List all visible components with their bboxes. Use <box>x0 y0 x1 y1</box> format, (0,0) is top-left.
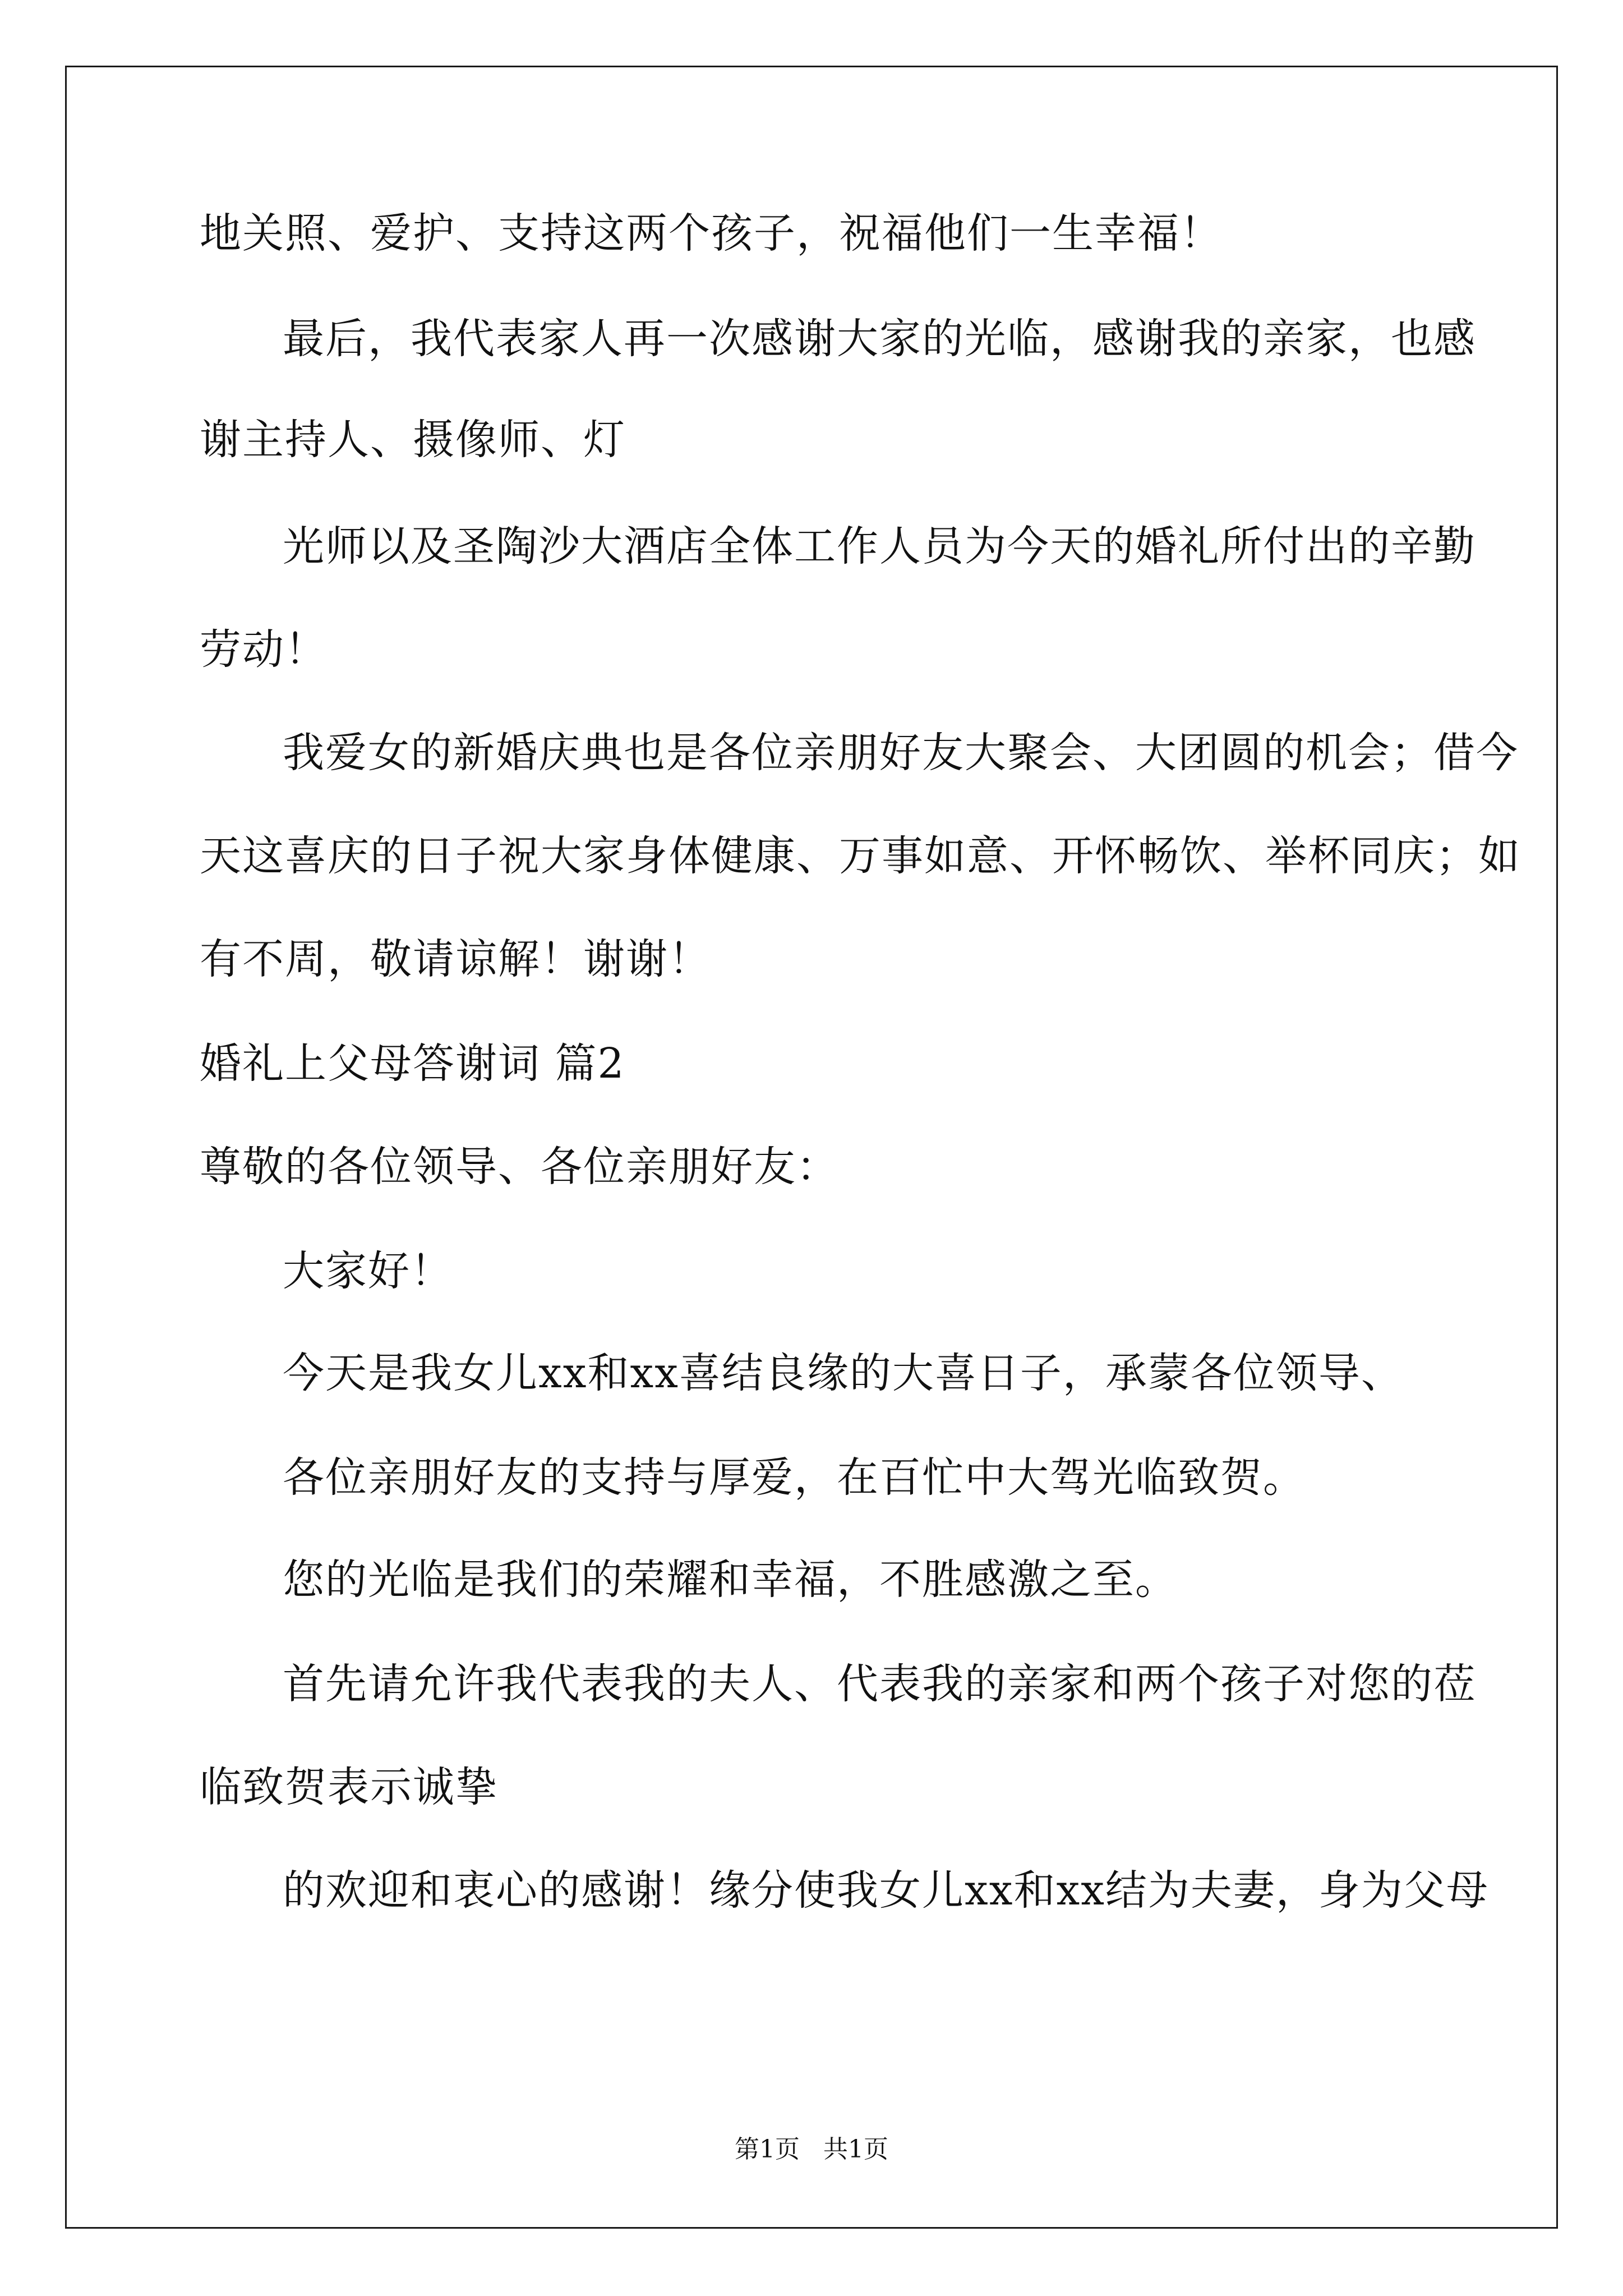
page-total: 共1页 <box>823 2135 888 2164</box>
text-line: 天这喜庆的日子祝大家身体健康、万事如意、开怀畅饮、举杯同庆；如 <box>200 832 1521 880</box>
text-line: 临致贺表示诚挚 <box>200 1763 498 1811</box>
paragraph-line: 今天是我女儿xx和xx喜结良缘的大喜日子，承蒙各位领导、 <box>283 1349 1404 1397</box>
salutation: 尊敬的各位领导、各位亲朋好友： <box>200 1143 839 1191</box>
paragraph-line: 您的光临是我们的荣耀和幸福，不胜感激之至。 <box>283 1556 1178 1604</box>
paragraph-line: 首先请允许我代表我的夫人、代表我的亲家和两个孩子对您的莅 <box>283 1660 1476 1708</box>
page-footer <box>0 2133 1623 2166</box>
section-heading: 婚礼上父母答谢词 篇2 <box>200 1039 625 1088</box>
paragraph-line: 光师以及圣陶沙大酒店全体工作人员为今天的婚礼所付出的辛勤 <box>283 522 1476 570</box>
text-line: 劳动！ <box>200 625 328 674</box>
greeting: 大家好！ <box>283 1247 453 1295</box>
page-number: 第1页 <box>735 2135 800 2164</box>
text-line: 谢主持人、摄像师、灯 <box>200 416 626 464</box>
paragraph-line: 我爱女的新婚庆典也是各位亲朋好友大聚会、大团圆的机会；借今 <box>283 729 1519 777</box>
paragraph-line: 的欢迎和衷心的感谢！缘分使我女儿xx和xx结为夫妻，身为父母 <box>283 1866 1489 1915</box>
paragraph-line: 最后，我代表家人再一次感谢大家的光临，感谢我的亲家，也感 <box>283 315 1476 363</box>
paragraph-line: 各位亲朋好友的支持与厚爱，在百忙中大驾光临致贺。 <box>283 1453 1306 1502</box>
text-line: 有不周，敬请谅解！谢谢！ <box>200 935 711 983</box>
text-line: 地关照、爱护、支持这两个孩子，祝福他们一生幸福！ <box>200 209 1223 257</box>
